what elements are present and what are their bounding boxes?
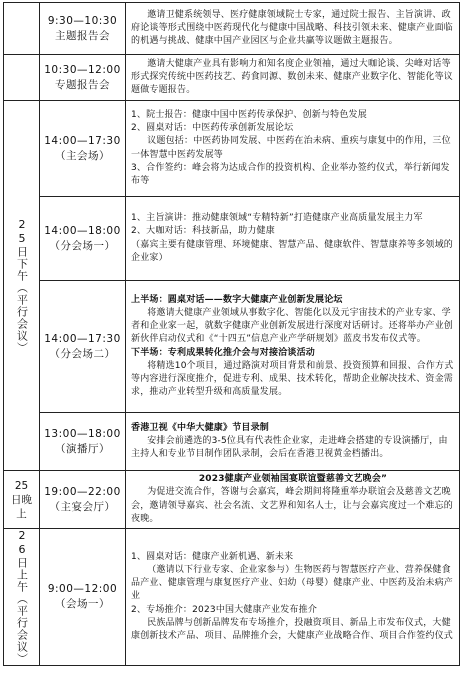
session-time: 19:00—22:00 (44, 485, 121, 498)
session-time: 10:30—12:00 (44, 63, 121, 76)
table-row (4, 3, 460, 55)
session-time: 14:00—17:30 (44, 332, 121, 345)
day-cell (4, 471, 40, 529)
day-cell-blank (4, 3, 40, 55)
session-content (126, 413, 460, 471)
content-line: 民族品牌与创新品牌发布专场推介，投融资项目、新品上市发布仪式，大健康创新技术产品、项目、品牌推介会，大健康产业战略合作、项目合作签约仪式 (131, 617, 454, 641)
session-content (126, 55, 460, 101)
content-line: （邀请以下行业专家、企业家参与）生物医药与智慧医疗产业、营养保健食品产业、健康管理与康复医疗产业、妇幼（母婴）健康产业、中医药及治未病产业 (131, 564, 454, 602)
content-heading: 上半场：圆桌对话——数字大健康产业创新发展论坛 (131, 294, 343, 305)
session-time: 13:00—18:00 (44, 427, 121, 440)
content-line: 邀请卫健系统领导、医疗健康领域院士专家，通过院士报告、主旨演讲、政府论谈等形式围绕中医药现代化与健康中国战略、科技引领未来、健康产业面临的机遇与挑战、健康中国产业园区与企业共赢等议题做主题报告。 (131, 9, 454, 47)
session-content (126, 529, 460, 666)
time-cell (40, 529, 126, 666)
day-cell-blank (4, 55, 40, 101)
day-label-25-evening: 25日晚上 (11, 479, 32, 520)
day-label-26-morning: 26日上午（平行会议） (15, 529, 29, 665)
time-cell (40, 471, 126, 529)
table-row (4, 529, 460, 666)
content-line: 2、圆桌对话：中医药传承创新发展论坛 (131, 123, 294, 134)
time-cell (40, 413, 126, 471)
session-time: 14:00—18:00 (44, 224, 121, 237)
day-cell (4, 529, 40, 666)
content-heading: 2023健康产业领袖国宴联谊暨慈善文艺晚会” (198, 474, 388, 485)
session-content (126, 197, 460, 281)
content-line: 将精选10个项目，通过路演对项目背景和前景、投资预算和回报、合作方式等内容进行深度推介，促进专利、成果、技术转化，帮助企业解决技术、资金需求，推动产业转型升级和高质量发展。 (131, 360, 454, 398)
content-line: 1、主旨演讲：推动健康领域“专精特新”打造健康产业高质量发展主力军 (131, 213, 423, 224)
table-row (4, 101, 460, 197)
session-venue: 专题报告会 (55, 78, 110, 91)
table-row (4, 471, 460, 529)
schedule-table (3, 2, 460, 666)
content-line: 3、合作签约：峰会将为达成合作的投资机构、企业举办签约仪式，举行新闻发布等 (131, 162, 450, 186)
session-venue: （演播厅） (55, 442, 110, 455)
session-time: 9:00—12:00 (47, 583, 118, 595)
day-cell (4, 101, 40, 471)
time-cell (40, 197, 126, 281)
time-cell (40, 55, 126, 101)
session-content (126, 471, 460, 529)
content-line: 1、圆桌对话：健康产业新机遇、新未来 (131, 551, 294, 562)
session-time: 9:30—10:30 (47, 14, 118, 27)
table-row (4, 197, 460, 281)
content-line: 将邀请大健康产业领域从事数字化、智能化以及元宇宙技术的产业专家、学者和企业家一起，就数字健康产业创新发展进行深度对话研讨。还将举办产业创新伙伴启动仪式和《“十四五”信息产业产学研规划》蓝皮书发布仪式等。 (131, 307, 454, 345)
content-line: 2、大咖对话：科技新品，助力健康 (131, 226, 275, 237)
table-row (4, 55, 460, 101)
time-cell (40, 281, 126, 413)
session-content (126, 3, 460, 55)
table-row (4, 413, 460, 471)
content-line: 安排会前遴选的3-5位具有代表性企业家，走进峰会搭建的专设演播厅，由主持人和专业节目制作团队录制，会后在香港卫视黄金档播出。 (131, 435, 448, 460)
table-row (4, 281, 460, 413)
content-line: 邀请大健康产业具有影响力和知名度企业领袖，通过大咖论谈、尖峰对话等形式探究传统中医药技艺、药食同源、数创未来、健康产业数字化、智能化等议题做专题报告。 (131, 58, 454, 96)
content-line: 1、院士报告：健康中国中医药传承保护、创新与特色发展 (131, 109, 367, 120)
session-venue: 主题报告会 (55, 29, 110, 42)
content-line: （嘉宾主要有健康管理、环境健康、智慧产品、健康软件、智慧康养等多领域的企业家） (131, 239, 454, 263)
time-cell (40, 101, 126, 197)
session-venue: （主会场） (55, 149, 110, 162)
time-cell (40, 3, 126, 55)
session-venue: （会场一） (55, 598, 110, 610)
session-time: 14:00—17:30 (44, 134, 121, 147)
content-line: 2、专场推介：2023中国大健康产业发布推介 (131, 604, 318, 615)
content-line: 为促进交流合作，答谢与会嘉宾，峰会期间将隆重举办联谊会及慈善文艺晚会，邀请领导嘉宾、社会名流、文艺界和知名人士，让与会嘉宾度过一个难忘的夜晚。 (131, 487, 454, 524)
session-venue: （分会场二） (49, 347, 116, 360)
session-content (126, 281, 460, 413)
content-line: 议题包括：中医药协同发展、中医药在治未病、重疾与康复中的作用，三位一体智慧中医药发展等 (131, 136, 451, 160)
content-heading: 香港卫视《中华大健康》节目录制 (131, 422, 270, 433)
session-venue: （分会场一） (49, 239, 116, 252)
day-label-25-afternoon: 25日下午（平行会议） (15, 217, 29, 354)
session-venue: （主宴会厅） (49, 500, 116, 513)
session-content (126, 101, 460, 197)
content-heading: 下半场：专利成果转化推介会与对接洽谈活动 (131, 347, 316, 358)
